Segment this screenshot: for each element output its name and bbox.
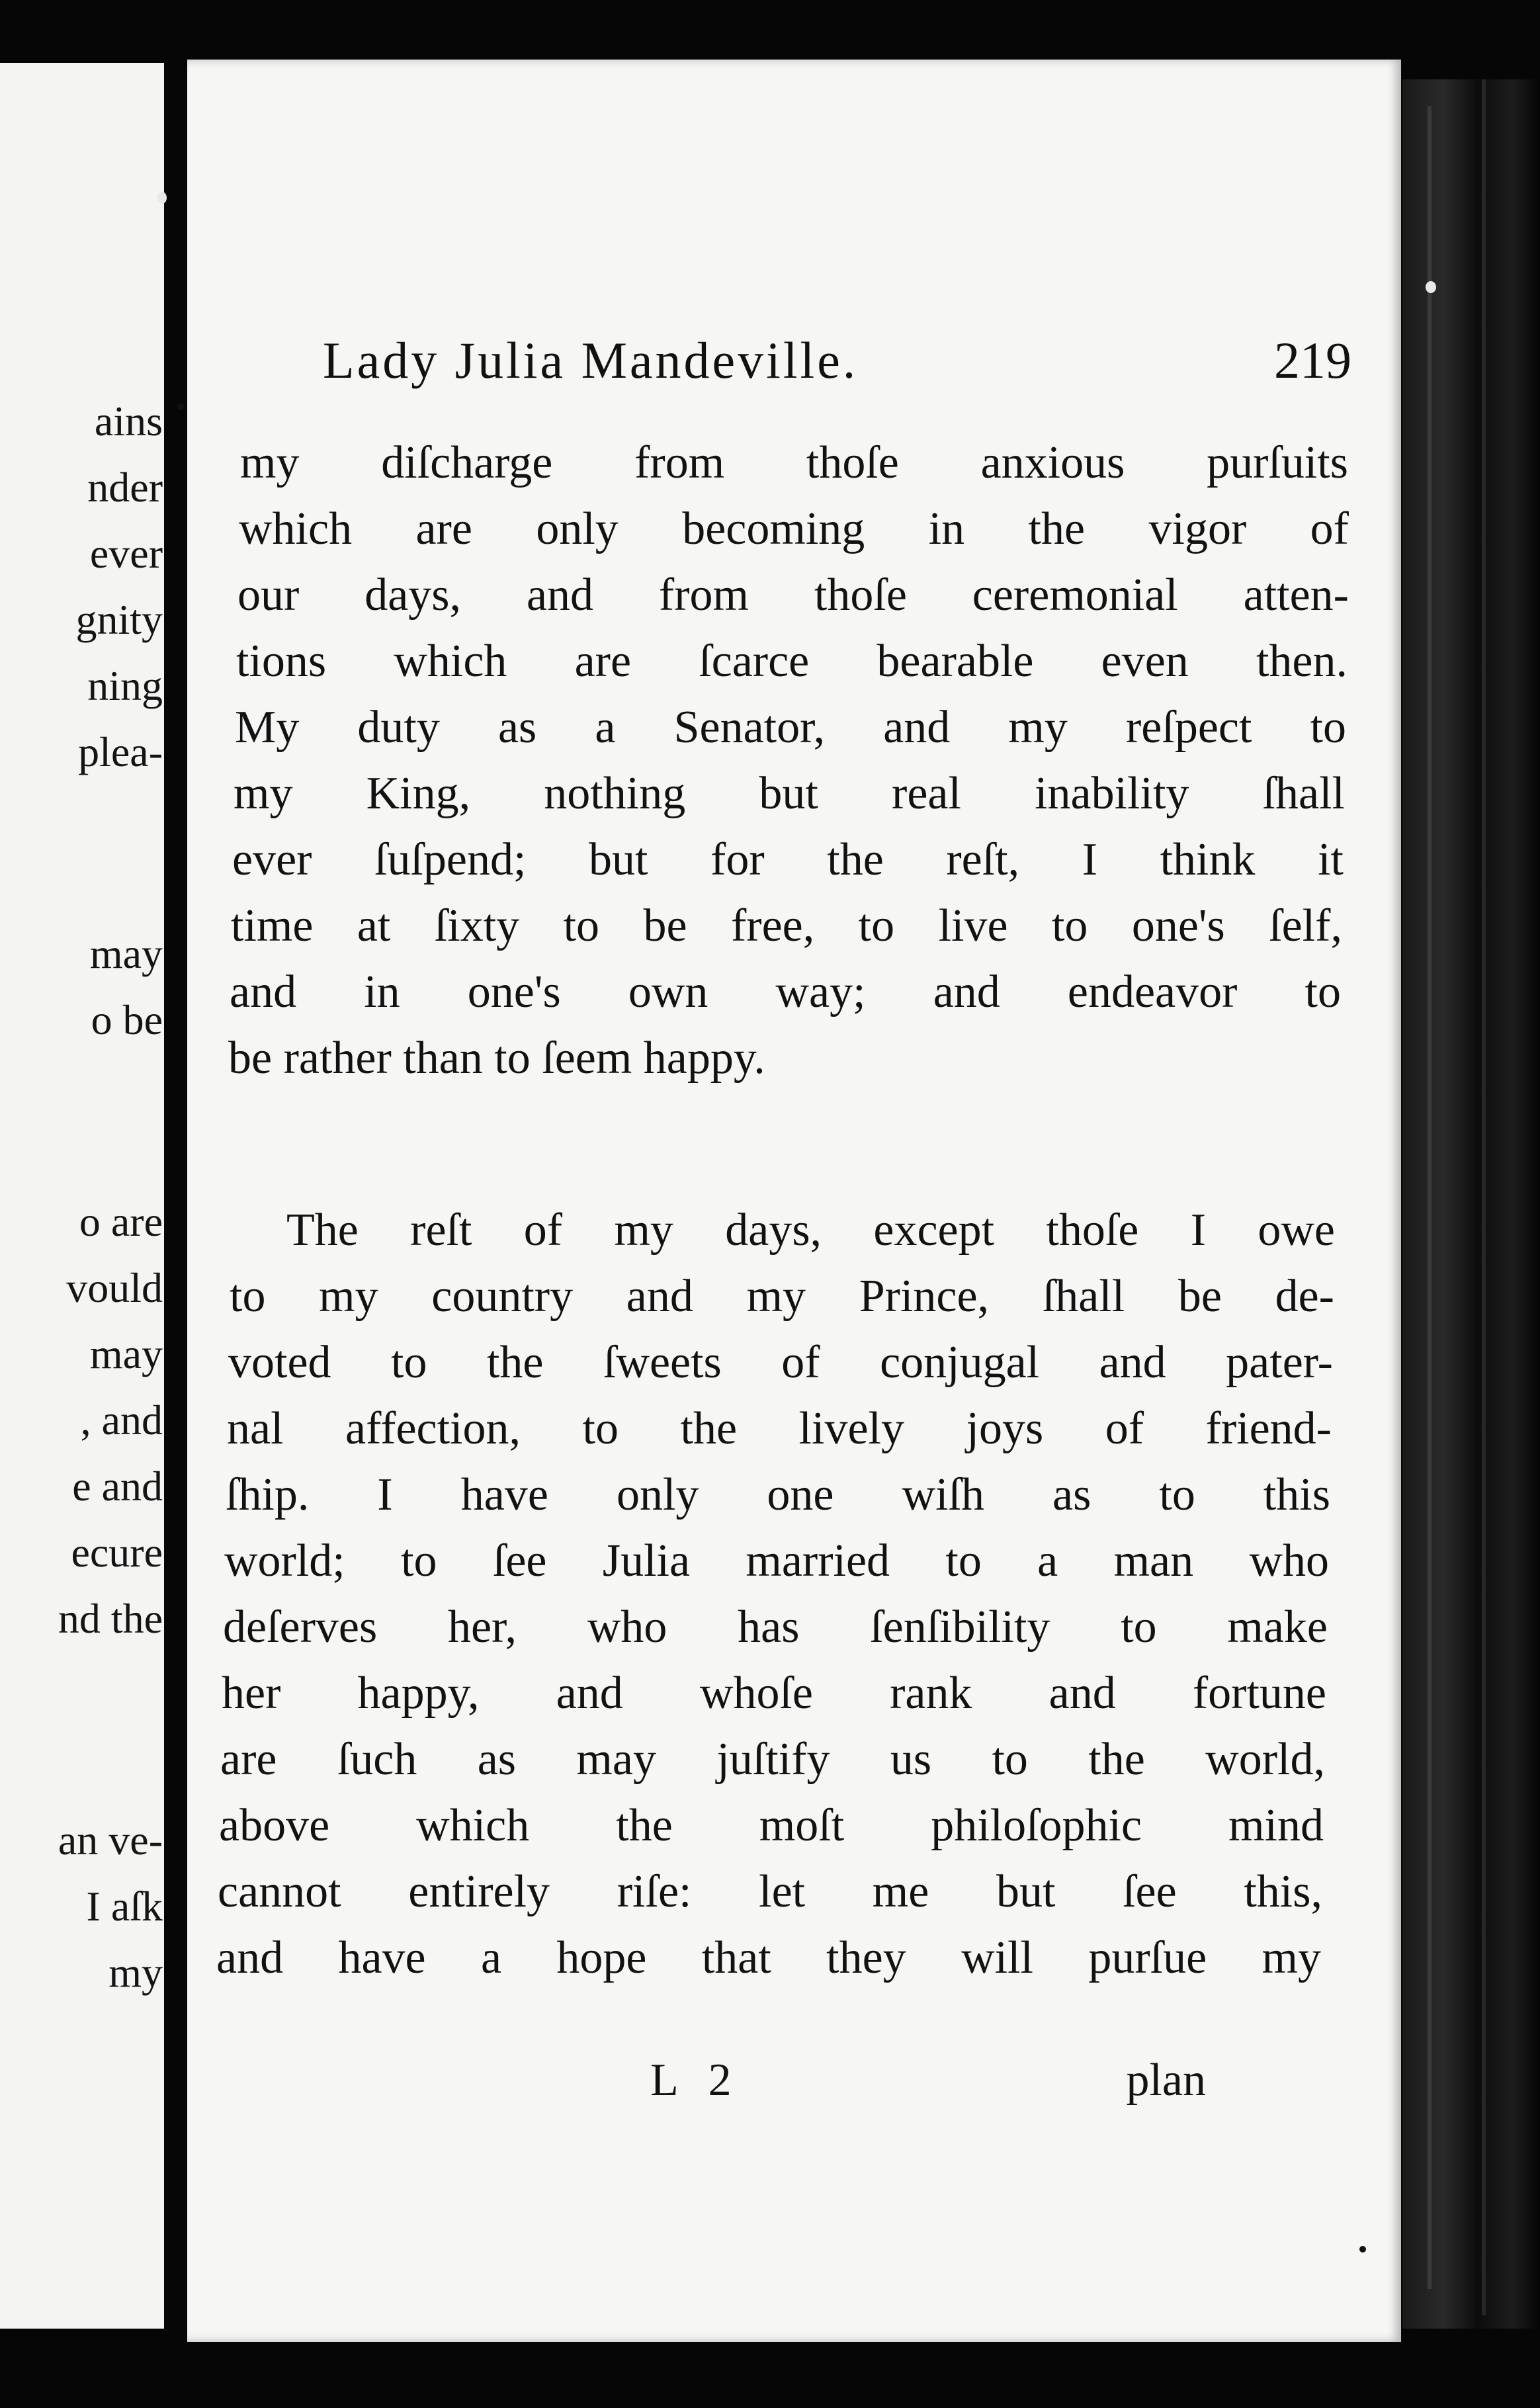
catchword: plan xyxy=(1126,2055,1206,2106)
text-line: which are only becoming in the vigor of xyxy=(239,503,1349,554)
text-line: time at ſixty to be free, to live to one's ſelf, xyxy=(231,900,1342,951)
scan-speck xyxy=(1359,2246,1366,2253)
facing-page-line: o be xyxy=(91,996,163,1043)
scan-speck xyxy=(1426,281,1436,293)
facing-page-line: o are xyxy=(79,1198,163,1245)
facing-page-line: ever xyxy=(89,530,163,577)
text-line: cannot entirely riſe: let me but ſee this, xyxy=(218,1866,1322,1917)
text-line: my diſcharge from thoſe anxious purſuits xyxy=(240,437,1348,488)
text-line: ſhip. I have only one wiſh as to this xyxy=(226,1469,1330,1520)
text-line: voted to the ſweets of conjugal and pater- xyxy=(228,1337,1333,1388)
facing-page-line: ains xyxy=(94,398,163,445)
scan-speck xyxy=(177,404,184,410)
facing-page-line: an ve- xyxy=(58,1817,163,1864)
page-number: 219 xyxy=(1274,331,1351,389)
page-219 xyxy=(187,60,1401,2342)
text-line: above which the moſt philoſophic mind xyxy=(219,1800,1324,1851)
text-line: nal affection, to the lively joys of friend- xyxy=(227,1403,1332,1454)
text-line: deſerves her, who has ſenſibility to make xyxy=(223,1602,1328,1653)
facing-page-line: may xyxy=(89,930,163,977)
text-line: my King, nothing but real inability ſhall xyxy=(234,768,1345,819)
page-edge-line xyxy=(1428,106,1432,2289)
facing-page-left xyxy=(0,63,164,2329)
facing-page-line: , and xyxy=(80,1397,163,1443)
running-head-title: Lady Julia Mandeville. xyxy=(323,331,859,389)
facing-page-line: plea- xyxy=(78,728,163,775)
facing-page-line: ecure xyxy=(71,1529,163,1576)
facing-page-line: gnity xyxy=(75,596,163,643)
text-line: My duty as a Senator, and my reſpect to xyxy=(235,702,1346,753)
text-line: and have a hope that they will purſue my xyxy=(216,1932,1321,1983)
facing-page-line: ning xyxy=(87,662,163,709)
book-spine-edge xyxy=(1402,79,1540,2329)
text-line: our days, and from thoſe ceremonial atten- xyxy=(237,570,1349,621)
scan-speck xyxy=(157,192,167,204)
text-line: her happy, and whoſe rank and fortune xyxy=(222,1668,1326,1719)
facing-page-line: vould xyxy=(66,1264,163,1311)
text-line: are ſuch as may juſtify us to the world, xyxy=(220,1734,1325,1785)
signature-mark: L 2 xyxy=(650,2055,732,2106)
facing-page-line: may xyxy=(89,1330,163,1377)
facing-page-line: e and xyxy=(72,1463,163,1510)
facing-page-line: I aſk xyxy=(86,1883,163,1930)
text-line: be rather than to ſeem happy. xyxy=(228,1033,765,1084)
page-edge-line xyxy=(1482,79,1486,2315)
text-line: ever ſuſpend; but for the reſt, I think it xyxy=(232,834,1344,885)
text-line: The reſt of my days, except thoſe I owe xyxy=(286,1205,1335,1256)
facing-page-line: nd the xyxy=(58,1595,163,1642)
text-line: and in one's own way; and endeavor to xyxy=(230,967,1341,1017)
text-line: to my country and my Prince, ſhall be de- xyxy=(230,1271,1334,1322)
text-line: world; to ſee Julia married to a man who xyxy=(224,1535,1329,1586)
facing-page-line: my xyxy=(108,1949,163,1996)
facing-page-line: nder xyxy=(87,464,163,511)
text-line: tions which are ſcarce bearable even then. xyxy=(236,636,1348,687)
